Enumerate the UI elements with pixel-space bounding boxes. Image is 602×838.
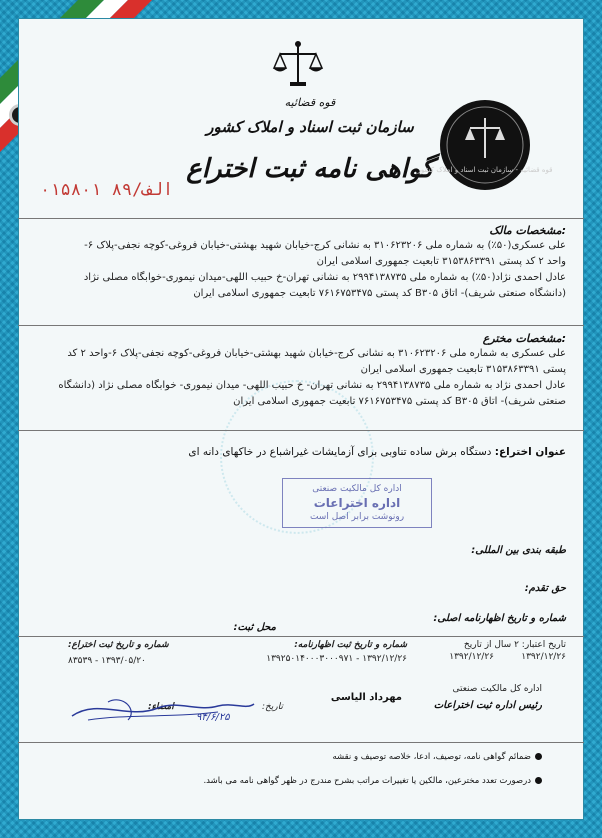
inventor-line: عادل احمدی نژاد به شماره ملی ۲۹۹۴۱۳۸۷۳۵ به نشانی تهران- خ حبیب اللهی- میدان نیموری- خوابگاه مصلی نژاد (دانشگاه (58, 380, 566, 391)
footnote-text: درصورت تعدد مخترعین، مالکین یا تغییرات مراتب بشرح مندرج در ظهر گواهی نامه می باشد. (203, 776, 531, 786)
stamp-line: اداره اختراعات (313, 496, 401, 510)
seal-emblem-icon (417, 100, 553, 190)
divider (18, 325, 584, 326)
owner-line: (دانشگاه صنعتی شریف)- اتاق B۳۰۵ کد پستی ۷۶۱۶۷۵۳۴۷۵ تابعیت جمهوری اسلامی ایران (193, 288, 566, 299)
signatory-name: مهرداد الیاسی (330, 692, 402, 703)
registration-number-value: ۱۳۹۳/۰۵/۲۰ - ۸۳۵۳۹ (68, 656, 146, 666)
inventor-label: مشخصات مخترع: (482, 332, 566, 345)
divider (18, 218, 584, 219)
registration-number-label: شماره و تاریخ ثبت اختراع: (68, 640, 169, 650)
date-label: تاریخ: (262, 702, 283, 712)
registration-place-label: محل ثبت: (233, 622, 276, 633)
bullet-icon (535, 753, 542, 760)
sign-label: امضاء: (148, 702, 174, 712)
owner-line: علی عسکری(۵۰٪) به شماره ملی ۳۱۰۶۲۳۲۰۶ به نشانی کرج-خیابان شهید بهشتی-خیابان فروغی-کوچه نجفی-پلاک ۶- (84, 240, 566, 251)
stamp-line: رونوشت برابر اصل است (309, 512, 405, 522)
owner-label: مشخصات مالک: (489, 224, 566, 237)
divider (18, 636, 584, 637)
validity-date: ۱۳۹۲/۱۲/۲۶ (521, 652, 566, 662)
footnote-1 (332, 752, 542, 762)
handwritten-date: ۹۴/۶/۲۵ (196, 712, 230, 723)
invention-title-label: عنوان اختراع: (494, 446, 566, 458)
validity-date-2: ۱۳۹۲/۱۲/۲۶ (449, 652, 494, 662)
office-head-title: رئیس اداره ثبت اختراعات (433, 700, 542, 711)
invention-title-value: دستگاه برش ساده تناوبی برای آزمایشات غیراشباع در خاکهای دانه ای (188, 446, 492, 458)
divider (18, 742, 584, 743)
divider (18, 430, 584, 431)
filing-number-value: ۱۳۹۲/۱۲/۲۶ - ۱۳۹۲۵۰۱۴۰۰۰۳۰۰۰۹۷۱ (266, 654, 407, 664)
inventor-line: پستی ۳۱۵۳۸۶۳۳۹۱ تابعیت جمهوری اسلامی ایران (360, 364, 566, 375)
inventor-details (38, 346, 566, 410)
seal-text: قوه قضائیه - سازمان ثبت اسناد و املاک کشور (417, 166, 553, 174)
owner-details (38, 238, 566, 302)
original-application-label: شماره و تاریخ اظهارنامه اصلی: (433, 613, 566, 624)
handwritten-signature (68, 690, 258, 730)
page-title: گواهی نامه ثبت اختراع (186, 154, 434, 184)
inventor-line: علی عسکری به شماره ملی ۳۱۰۶۲۳۲۰۶ به نشانی کرج-خیابان شهید بهشتی-خیابان فروغی-کوچه نجفی-پلاک ۶-واحد ۲ کد (67, 348, 566, 359)
bullet-icon (535, 777, 542, 784)
footnote-2 (203, 776, 542, 786)
validity-label: تاریخ اعتبار: ۲ سال از تاریخ (463, 640, 566, 650)
certificate-serial: الف/۸۹ ۰۱۵۸۰۱ (40, 180, 174, 200)
copy-certified-stamp (282, 478, 432, 528)
invention-title-row (188, 446, 566, 458)
judiciary-emblem-icon (270, 38, 326, 94)
stamp-line: اداره کل مالکیت صنعتی (312, 484, 402, 494)
judiciary-label: قوه قضائیه (284, 96, 336, 109)
organization-name: سازمان ثبت اسناد و املاک کشور (206, 118, 414, 136)
official-seal (417, 100, 553, 190)
priority-label: حق تقدم: (524, 583, 566, 594)
inventor-line: صنعتی شریف)- اتاق B۳۰۵ کد پستی ۷۶۱۶۷۵۳۴۷۵ تابعیت جمهوری اسلامی ایران (233, 396, 566, 407)
owner-line: واحد ۲ کد پستی ۳۱۵۳۸۶۳۳۹۱ تابعیت جمهوری اسلامی ایران (316, 256, 566, 267)
filing-number-label: شماره و تاریخ ثبت اظهارنامه: (294, 640, 407, 650)
office-name: اداره کل مالکیت صنعتی (452, 684, 542, 694)
footnote-text: ضمائم گواهی نامه، توصیف، ادعا، خلاصه توصیف و نقشه (332, 752, 531, 762)
intl-class-label: طبقه بندی بین المللی: (471, 545, 566, 556)
owner-line: عادل احمدی نژاد(۵۰٪) به شماره ملی ۲۹۹۴۱۳۸۷۳۵ به نشانی تهران-خ حبیب اللهی-میدان نیموری-خوابگاه مصلی نژاد (83, 272, 566, 283)
